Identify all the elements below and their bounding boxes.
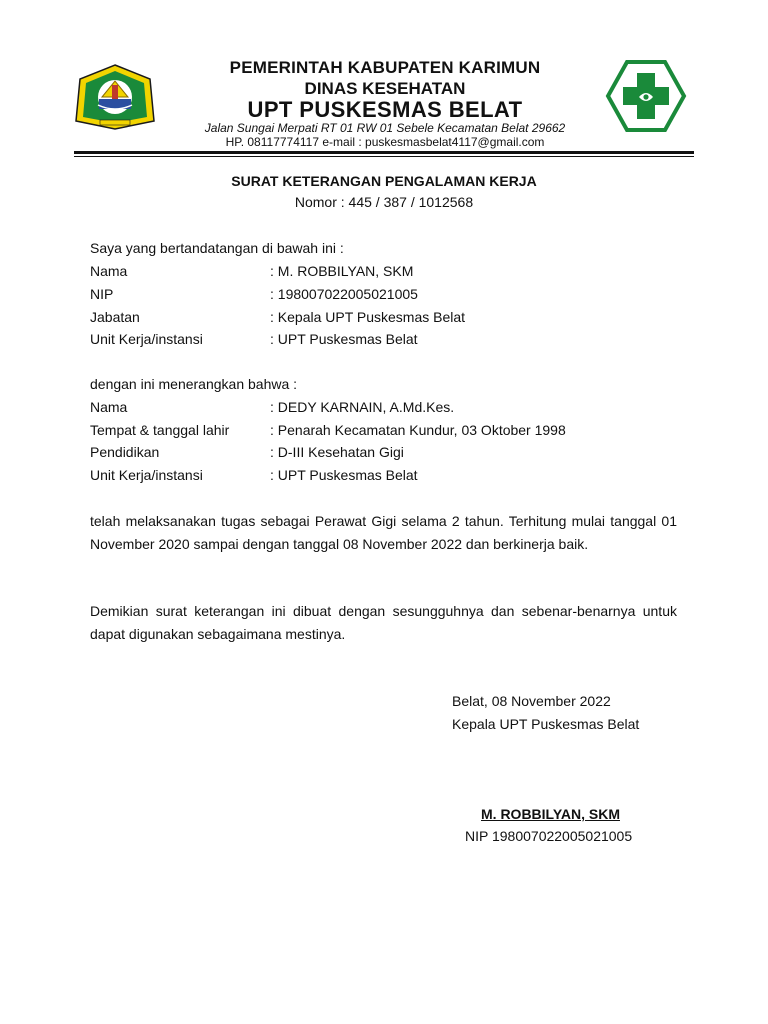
- signature-name: M. ROBBILYAN, SKM: [481, 806, 620, 822]
- signer-label: Unit Kerja/instansi: [90, 331, 203, 347]
- body-paragraph: telah melaksanakan tugas sebagai Perawat Gigi selama 2 tahun. Terhitung mulai tanggal 01 November 2020 sampai dengan tanggal 08 November 2022 dan berkinerja baik.: [90, 513, 677, 552]
- closing-paragraph: Demikian surat keterangan ini dibuat dengan sesungguhnya dan sebenar-benarnya untuk dapat digunakan sebagaimana mestinya.: [90, 603, 677, 642]
- letterhead-rule-thin: [74, 156, 694, 157]
- subject-label: Pendidikan: [90, 444, 160, 460]
- intro-text: dengan ini menerangkan bahwa :: [90, 376, 298, 392]
- signer-label: Nama: [90, 263, 128, 279]
- subject-label: Unit Kerja/instansi: [90, 467, 203, 483]
- subject-value: : D-III Kesehatan Gigi: [270, 444, 404, 460]
- header-contact: HP. 08117774117 e-mail : puskesmasbelat4117@gmail.com: [225, 135, 545, 149]
- letterhead-rule-thick: [74, 151, 694, 154]
- puskesmas-green-cross-icon: [605, 59, 687, 133]
- subject-value: : Penarah Kecamatan Kundur, 03 Oktober 1998: [270, 422, 566, 438]
- subject-label: Tempat & tanggal lahir: [90, 422, 230, 438]
- signer-value: : Kepala UPT Puskesmas Belat: [270, 309, 466, 325]
- signature-nip: NIP 198007022005021005: [465, 828, 633, 844]
- karimun-regency-emblem-icon: [74, 63, 156, 131]
- subject-value: : DEDY KARNAIN, A.Md.Kes.: [270, 399, 455, 415]
- intro-text: Saya yang bertandatangan di bawah ini :: [90, 240, 344, 256]
- subject-value: : UPT Puskesmas Belat: [270, 467, 418, 483]
- header-government: PEMERINTAH KABUPATEN KARIMUN: [229, 58, 541, 77]
- header-address: Jalan Sungai Merpati RT 01 RW 01 Sebele Kecamatan Belat 29662: [204, 121, 566, 135]
- signer-label: NIP: [90, 286, 114, 302]
- subject-label: Nama: [90, 399, 128, 415]
- signer-value: : M. ROBBILYAN, SKM: [270, 263, 414, 279]
- signer-value: : 198007022005021005: [270, 286, 418, 302]
- signer-value: : UPT Puskesmas Belat: [270, 331, 418, 347]
- signature-place-date: Belat, 08 November 2022: [452, 693, 611, 709]
- header-institution: UPT PUSKESMAS BELAT: [247, 97, 523, 122]
- signer-label: Jabatan: [90, 309, 140, 325]
- signature-position: Kepala UPT Puskesmas Belat: [452, 716, 640, 732]
- document-title: SURAT KETERANGAN PENGALAMAN KERJA: [231, 173, 537, 189]
- document-number: Nomor : 445 / 387 / 1012568: [294, 194, 474, 210]
- header-department: DINAS KESEHATAN: [304, 79, 466, 98]
